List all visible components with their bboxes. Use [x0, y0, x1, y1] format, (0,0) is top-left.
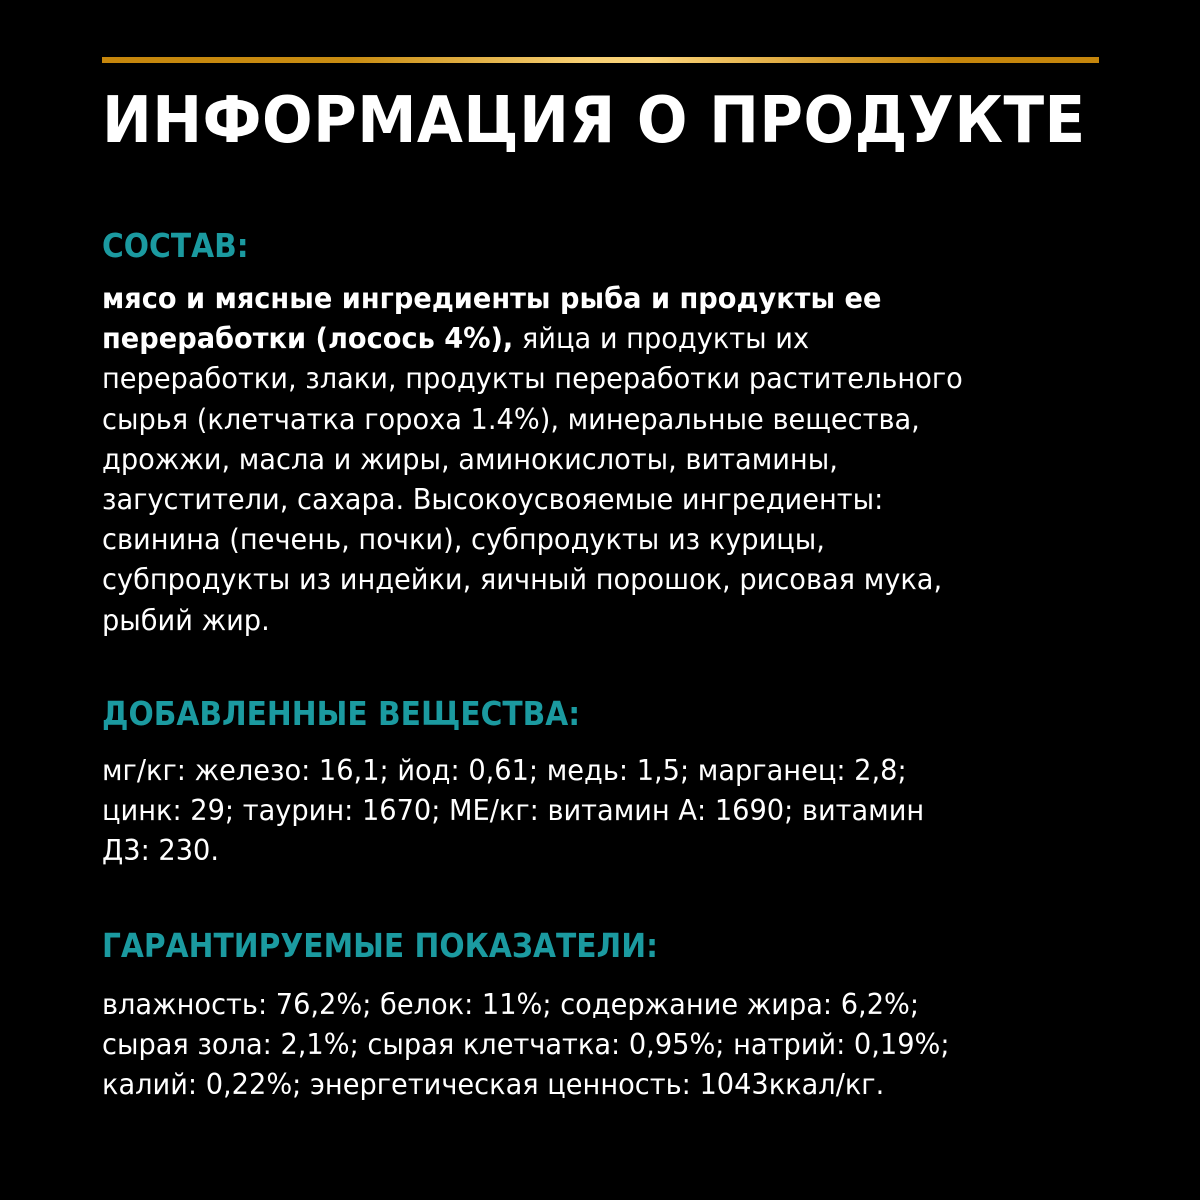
additives-line: Д3: 230.	[102, 834, 220, 868]
additives-text	[102, 751, 924, 872]
composition-line: сырья (клетчатка гороха 1.4%), минеральные вещества,	[102, 402, 920, 436]
composition-line	[102, 279, 963, 319]
composition-line: рыбий жир.	[102, 603, 270, 637]
composition-line	[102, 319, 963, 359]
composition-heading: СОСТАВ:	[102, 226, 249, 265]
additives-line: цинк: 29; таурин: 1670; МЕ/кг: витамин А: 1690; витамин	[102, 794, 925, 828]
bold-text: мясо и мясные ингредиенты рыба и продукты ее	[102, 282, 882, 315]
composition-line: дрожжи, масла и жиры, аминокислоты, витамины,	[102, 442, 838, 476]
guaranteed-line: сырая зола: 2,1%; сырая клетчатка: 0,95%; натрий: 0,19%;	[102, 1028, 950, 1062]
guaranteed-line: влажность: 76,2%; белок: 11%; содержание жира: 6,2%;	[102, 988, 920, 1021]
gold-divider	[102, 57, 1099, 63]
composition-line: переработки, злаки, продукты переработки растительного	[102, 362, 963, 396]
additives-heading: ДОБАВЛЕННЫЕ ВЕЩЕСТВА:	[102, 694, 581, 733]
text: яйца и продукты их	[513, 322, 810, 356]
additives-line: мг/кг: железо: 16,1; йод: 0,61; медь: 1,5; марганец: 2,8;	[102, 754, 907, 787]
composition-text	[102, 279, 963, 641]
page-title: ИНФОРМАЦИЯ О ПРОДУКТЕ	[102, 84, 1086, 158]
guaranteed-line: калий: 0,22%; энергетическая ценность: 1043ккал/кг.	[102, 1068, 885, 1102]
guaranteed-heading: ГАРАНТИРУЕМЫЕ ПОКАЗАТЕЛИ:	[102, 926, 658, 965]
composition-line: субпродукты из индейки, яичный порошок, рисовая мука,	[102, 563, 943, 597]
bold-text: переработки (лосось 4%),	[102, 322, 514, 356]
guaranteed-text	[102, 985, 950, 1106]
composition-line: свинина (печень, почки), субпродукты из курицы,	[102, 523, 825, 557]
composition-line: загустители, сахара. Высокоусвояемые ингредиенты:	[102, 483, 884, 517]
